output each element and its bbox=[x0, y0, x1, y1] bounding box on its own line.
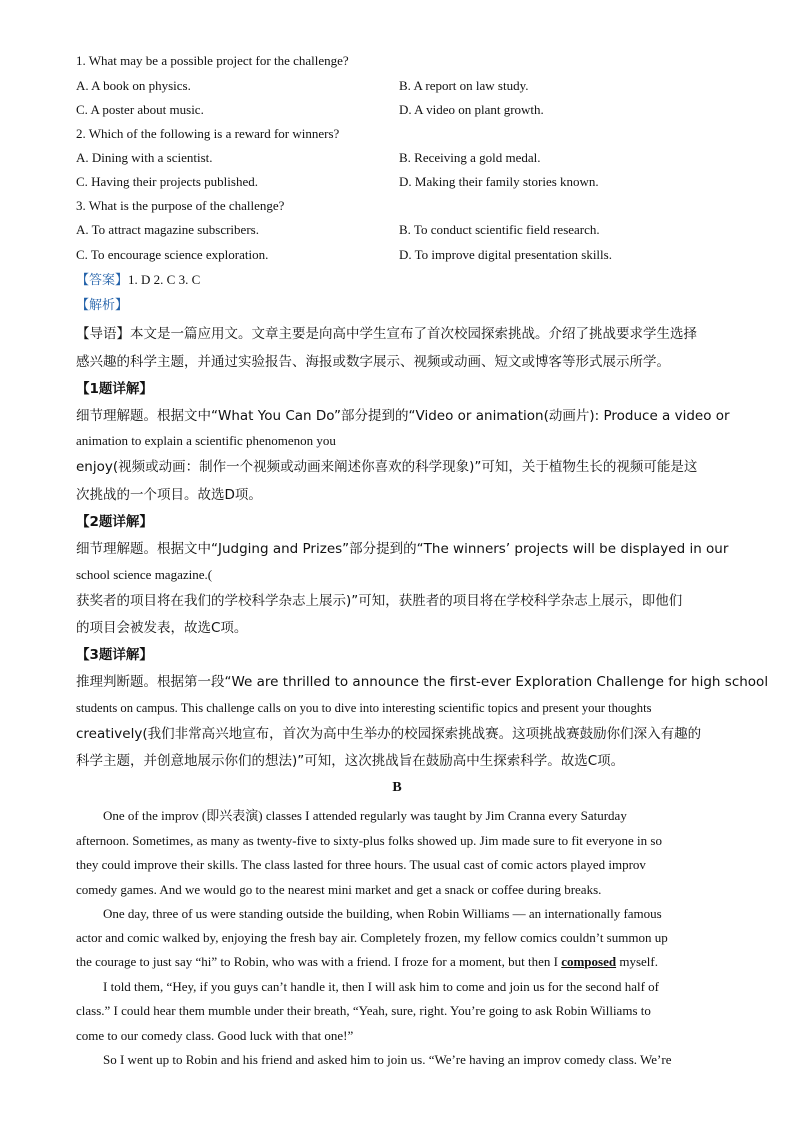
passage-p1-line-3: they could improve their skills. The class lasted for three hours. The usual cast of comic actors played improv bbox=[76, 857, 646, 872]
question-1-option-c: C. A poster about music. bbox=[76, 102, 204, 117]
detail-3-title: 【3题详解】 bbox=[76, 647, 153, 663]
answer-text: 1. D 2. C 3. C bbox=[128, 272, 201, 287]
analysis-label: 【解析】 bbox=[76, 298, 129, 313]
question-3-option-d: D. To improve digital presentation skills. bbox=[399, 247, 612, 262]
detail-2-line-3: 获奖者的项目将在我们的学校科学杂志上展示)”可知，获胜者的项目将在学校科学杂志上展示，即他们 bbox=[76, 593, 683, 609]
question-1-option-b: B. A report on law study. bbox=[399, 78, 529, 93]
detail-1-line-3: enjoy(视频或动画：制作一个视频或动画来阐述你喜欢的科学现象)”可知，关于植物生长的视频可能是这 bbox=[76, 459, 698, 475]
question-3-stem: 3. What is the purpose of the challenge? bbox=[76, 198, 285, 213]
detail-2-line-2: school science magazine.( bbox=[76, 567, 213, 582]
detail-3-line-1: 推理判断题。根据第一段“We are thrilled to announce the first-ever Exploration Challenge for high school bbox=[76, 674, 769, 690]
question-1-option-a: A. A book on physics. bbox=[76, 78, 191, 93]
question-2-option-b: B. Receiving a gold medal. bbox=[399, 150, 541, 165]
detail-2-line-1: 细节理解题。根据文中“Judging and Prizes”部分提到的“The winners’ projects will be displayed in our bbox=[76, 541, 729, 557]
passage-p3-line-3: come to our comedy class. Good luck with that one!” bbox=[76, 1028, 354, 1043]
detail-3-line-3: creatively(我们非常高兴地宣布，首次为高中生举办的校园探索挑战赛。这项挑战赛鼓励你们深入有趣的 bbox=[76, 726, 702, 742]
question-2-option-a: A. Dining with a scientist. bbox=[76, 150, 213, 165]
section-b-heading: B bbox=[392, 780, 402, 795]
passage-p2-line-2: actor and comic walked by, enjoying the fresh bay air. Completely frozen, my fellow comics couldn’t summon up bbox=[76, 930, 668, 945]
answer-label: 【答案】 bbox=[76, 273, 129, 288]
passage-p4-line-1: So I went up to Robin and his friend and asked him to join us. “We’re having an improv comedy class. We’re bbox=[103, 1052, 672, 1067]
underlined-word: composed bbox=[561, 954, 617, 969]
detail-2-line-4: 的项目会被发表，故选C项。 bbox=[76, 620, 248, 636]
guide-line-2: 感兴趣的科学主题，并通过实验报告、海报或数字展示、视频或动画、短文或博客等形式展示所学。 bbox=[76, 354, 670, 370]
question-3-option-c: C. To encourage science exploration. bbox=[76, 247, 269, 262]
detail-3-line-2: students on campus. This challenge calls on you to dive into interesting scientific topics and present your thoughts bbox=[76, 701, 652, 715]
passage-p1-line-4: comedy games. And we would go to the nearest mini market and get a snack or coffee during breaks. bbox=[76, 882, 602, 897]
passage-p3-line-1: I told them, “Hey, if you guys can’t handle it, then I will ask him to come and join us for the second half of bbox=[103, 979, 659, 994]
question-3-option-a: A. To attract magazine subscribers. bbox=[76, 222, 259, 237]
question-1-stem: 1. What may be a possible project for the challenge? bbox=[76, 53, 349, 68]
question-3-option-b: B. To conduct scientific field research. bbox=[399, 222, 600, 237]
passage-p1-line-2: afternoon. Sometimes, as many as twenty-five to sixty-plus folks showed up. Jim made sure to fit everyone in so bbox=[76, 833, 662, 848]
detail-1-line-4: 次挑战的一个项目。故选D项。 bbox=[76, 487, 262, 503]
answer-line bbox=[76, 272, 200, 289]
detail-1-title: 【1题详解】 bbox=[76, 381, 153, 397]
guide-line-1: 【导语】本文是一篇应用文。文章主要是向高中学生宣布了首次校园探索挑战。介绍了挑战要求学生选择 bbox=[76, 326, 697, 342]
passage-p2-line-3 bbox=[76, 954, 658, 970]
passage-p2-line-3-end: myself. bbox=[616, 954, 658, 969]
passage-p1-line-1: One of the improv (即兴表演) classes I attended regularly was taught by Jim Cranna every Saturday bbox=[103, 808, 627, 823]
detail-3-line-4: 科学主题，并创意地展示你们的想法)”可知，这次挑战旨在鼓励高中生探索科学。故选C项。 bbox=[76, 753, 625, 769]
question-1-option-d: D. A video on plant growth. bbox=[399, 102, 544, 117]
passage-p2-line-3-start: the courage to just say “hi” to Robin, who was with a friend. I froze for a moment, but then I bbox=[76, 954, 562, 969]
passage-p3-line-2: class.” I could hear them mumble under their breath, “Yeah, sure, right. You’re going to ask Robin Williams to bbox=[76, 1003, 651, 1018]
question-2-stem: 2. Which of the following is a reward for winners? bbox=[76, 126, 340, 141]
question-2-option-d: D. Making their family stories known. bbox=[399, 174, 599, 189]
passage-p2-line-1: One day, three of us were standing outside the building, when Robin Williams — an internationally famous bbox=[103, 906, 662, 921]
detail-1-line-1: 细节理解题。根据文中“What You Can Do”部分提到的“Video or animation(动画片): Produce a video or bbox=[76, 408, 730, 424]
detail-2-title: 【2题详解】 bbox=[76, 514, 153, 530]
question-2-option-c: C. Having their projects published. bbox=[76, 174, 258, 189]
detail-1-line-2: animation to explain a scientific phenomenon you bbox=[76, 433, 336, 448]
